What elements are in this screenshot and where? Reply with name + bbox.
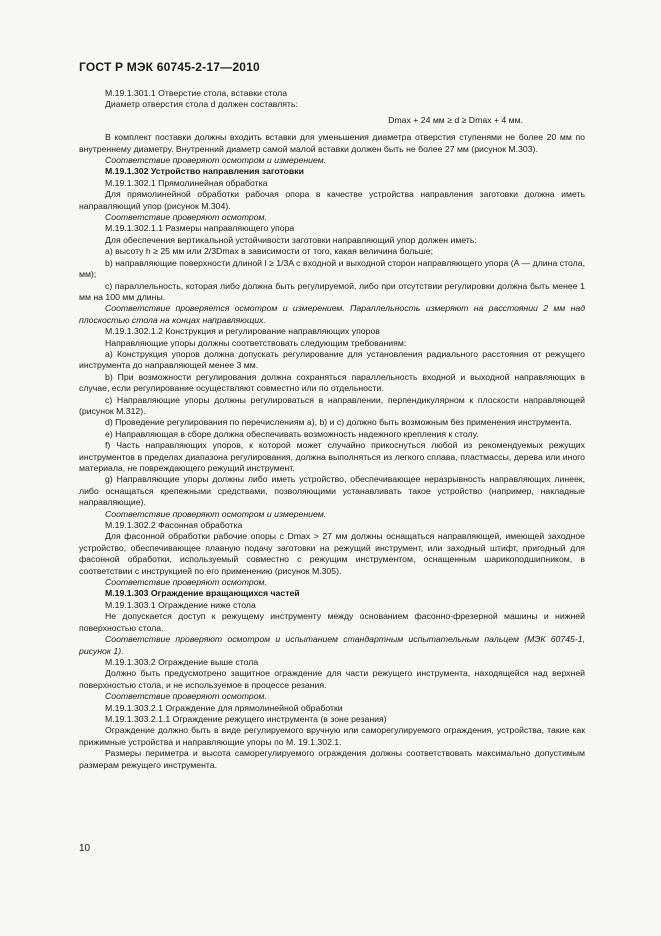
paragraph: Размеры периметра и высота саморегулируемого ограждения должны соответствовать максимально допустимым размерам режущего инструмента. xyxy=(79,748,585,770)
compliance-note: Соответствие проверяют осмотром. xyxy=(105,577,267,588)
list-item: a) высоту h ≥ 25 мм или 2/3Dmax в зависимости от того, какая величина больше; xyxy=(105,246,434,257)
clause-heading: М.19.1.303.2 Ограждение выше стола xyxy=(105,656,259,667)
compliance-note: Соответствие проверяют осмотром. xyxy=(105,212,267,223)
paragraph: Диаметр отверстия стола d должен составлять: xyxy=(105,99,298,110)
clause-heading: М.19.1.302.2 Фасонная обработка xyxy=(105,520,243,531)
compliance-note: Соответствие проверяют осмотром и измерением. xyxy=(105,508,327,519)
section-heading: М.19.1.303 Ограждение вращающихся частей xyxy=(105,588,300,599)
paragraph: Должно быть предусмотрено защитное ограждение для части режущего инструмента, находящейся над верхней поверхностью стола, и не используемое в процессе резания. xyxy=(79,668,585,690)
list-item: b) направляющие поверхности длиной l ≥ 1/3A с входной и выходной сторон направляющего упора (A — длина стола, мм); xyxy=(79,257,585,280)
clause-heading: М.19.1.301.1 Отверстие стола, вставки стола xyxy=(105,88,288,98)
list-item: f) Часть направляющих упоров, к которой может случайно прикоснуться любой из рекомендуемых режущих инструментов в пределах диапазона регулирования, должна выполняться из легкого сплава, пластмассы, дерева или иного материала, не повреждающего режущий инструмент. xyxy=(79,440,585,473)
list-item: c) Направляющие упоры должны регулироваться в направлении, перпендикулярном к плоскости направляющей (рисунок М.312). xyxy=(79,394,585,416)
compliance-note: Соответствие проверяют осмотром и испытанием стандартным испытательным пальцем (МЭК 60745-1, рисунок 1). xyxy=(79,634,585,656)
clause-heading: М.19.1.302.1.2 Конструкция и регулирование направляющих упоров xyxy=(105,326,380,337)
clause-heading: М.19.1.302.1 Прямолинейная обработка xyxy=(105,177,268,188)
paragraph: Не допускается доступ к режущему инструменту между основанием фасонно-фрезерной машины и нижней поверхностью стола. xyxy=(79,611,585,633)
list-item: a) Конструкция упоров должна допускать регулирование для установления радиального расстояния от режущего инструмента до направляющей менее 3 мм. xyxy=(79,348,585,371)
clause-heading: М.19.1.303.2.1.1 Ограждение режущего инструмента (в зоне резания) xyxy=(105,713,387,724)
compliance-note: Соответствие проверяют осмотром. xyxy=(105,691,267,702)
paragraph: Для фасонной обработки рабочие опоры с Dmax > 27 мм должны оснащаться направляющей, имеющей заходное устройство, обеспечивающее плавную подачу заготовки на режущий инструмент, или заходный штифт, пригодный для фасонной обработки, используемый совместно с режущим инструментом, оснащенным шарикоподшипником, в соответствии с инструкцией по его применению (рисунок М.305). xyxy=(79,531,585,576)
clause-heading: М.19.1.302.1.1 Размеры направляющего упора xyxy=(105,223,295,234)
paragraph: В комплект поставки должны входить вставки для уменьшения диаметра отверстия ступенями не более 20 мм по внутреннему диаметру. Внутренний диаметр самой малой вставки должен быть не более 27 мм (рисунок М.303). xyxy=(79,132,585,154)
formula: Dmax + 24 мм ≥ d ≥ Dmax + 4 мм. xyxy=(388,114,523,125)
section-heading: М.19.1.302 Устройство направления заготовки xyxy=(105,166,304,177)
paragraph: Ограждение должно быть в виде регулируемого вручную или саморегулируемого ограждения, устройства, такие как прижимные устройства и направляющие упоры по М. 19.1.302.1. xyxy=(79,725,585,747)
compliance-note: Соответствие проверяется осмотром и измерением. Параллельность измеряют на расстоянии 2 мм над плоскостью стола на концах направляющих. xyxy=(79,303,585,325)
list-item: b) При возможности регулирования должна сохраняться параллельность входной и выходной направляющих в случае, если регулирование осуществляют совместно или по отдельности. xyxy=(79,371,585,394)
document-body xyxy=(79,88,585,771)
page-number: 10 xyxy=(79,843,91,854)
list-item: g) Направляющие упоры должны либо иметь устройство, обеспечивающее неразрывность направляющих линеек, либо оснащаться крепежными средствами, позволяющими устанавливать такое устройство (например, накладные направляющие). xyxy=(79,474,585,508)
paragraph: Для обеспечения вертикальной устойчивости заготовки направляющий упор должен иметь: xyxy=(105,234,477,245)
paragraph: Для прямолинейной обработки рабочая опора в качестве устройства направления заготовки должна иметь направляющий упор (рисунок М.304). xyxy=(79,189,585,211)
clause-heading: М.19.1.303.2.1 Ограждение для прямолинейной обработки xyxy=(105,702,343,713)
list-item: e) Направляющая в сборе должна обеспечивать возможность надежного крепления к столу. xyxy=(105,428,479,439)
list-item: c) параллельность, которая либо должна быть регулируемой, либо при отсутствии регулировки должна быть менее 1 мм на 100 мм длины. xyxy=(79,280,585,302)
standard-header: ГОСТ Р МЭК 60745-2-17—2010 xyxy=(79,60,260,74)
clause-heading: М.19.1.303.1 Ограждение ниже стола xyxy=(105,599,256,610)
list-item: d) Проведение регулирования по перечислениям a), b) и c) должно быть возможным без применения инструмента. xyxy=(105,417,572,428)
compliance-note: Соответствие проверяют осмотром и измерением. xyxy=(105,155,327,166)
paragraph: Направляющие упоры должны соответствовать следующим требованиям: xyxy=(105,337,407,348)
